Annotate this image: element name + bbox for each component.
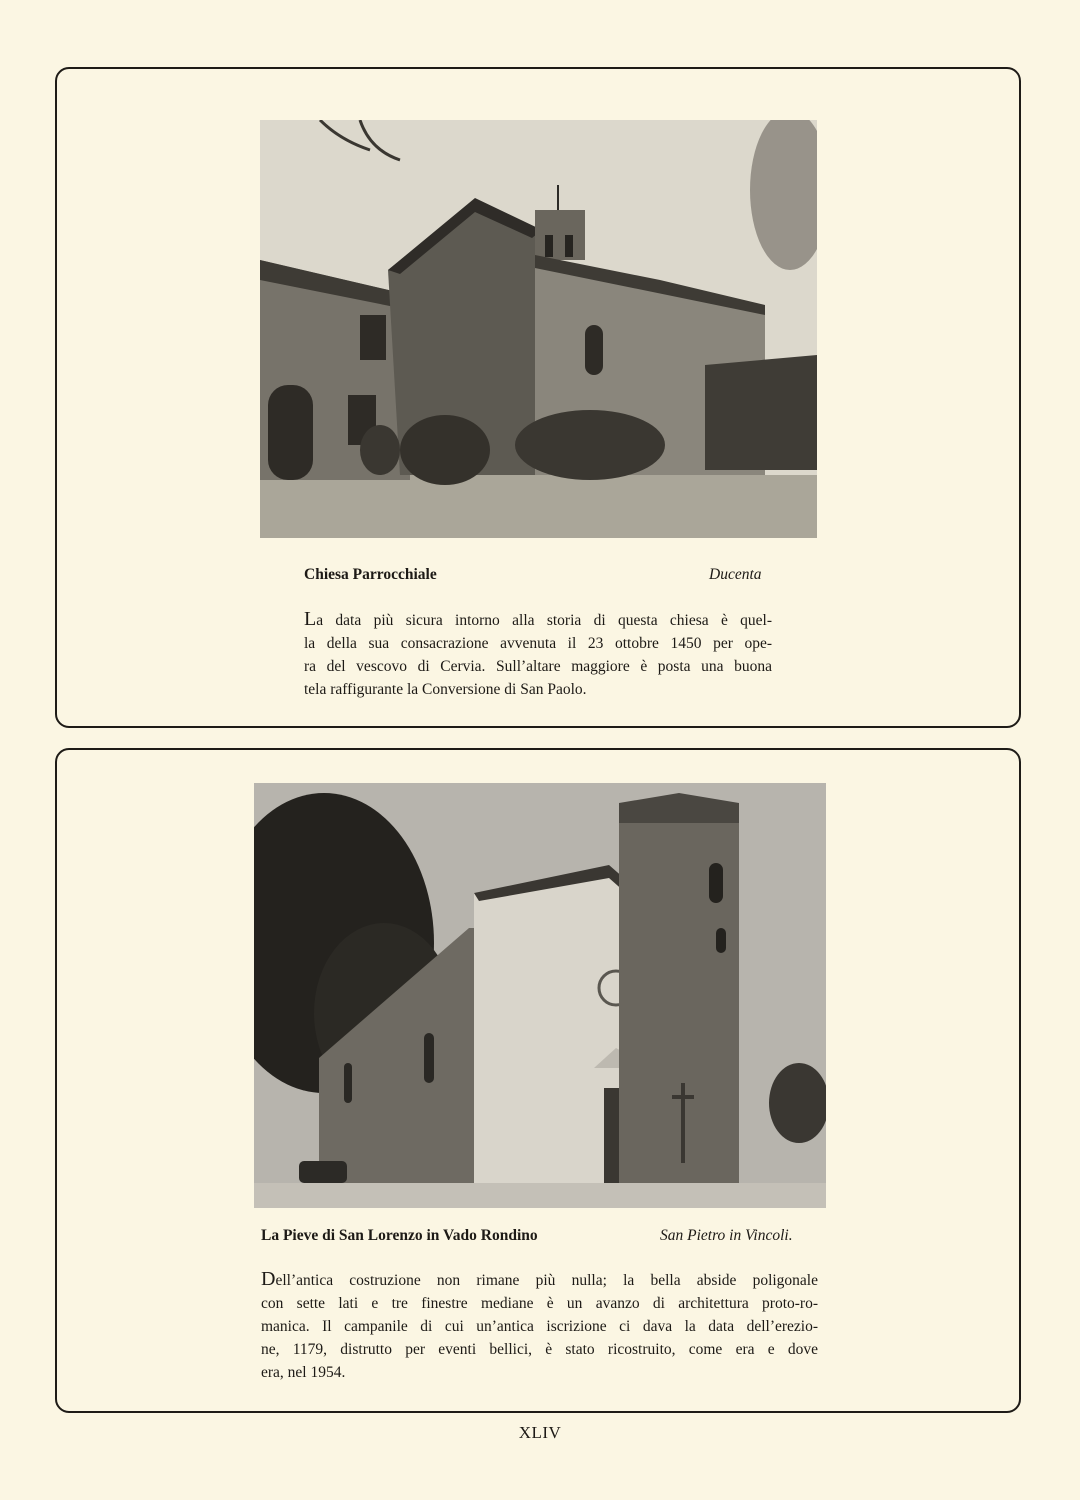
description-line: la della sua consacrazione avvenuta il 23 ottobre 1450 per ope- [304,635,772,652]
description-line: ra del vescovo di Cervia. Sull’altare maggiore è posta una buona [304,658,772,675]
church-photo-san-pietro-image [254,783,826,1208]
description-line [304,608,772,632]
entry-location: Ducenta [709,566,762,583]
entry-description [304,608,772,701]
entry-description [261,1268,818,1384]
description-line: tela raffigurante la Conversione di San Paolo. [304,681,587,698]
drop-cap: D [261,1268,276,1290]
description-line: con sette lati e tre finestre mediane è un avanzo di architettura proto-ro- [261,1295,818,1312]
description-line-text: ell’antica costruzione non rimane più nulla; la bella abside poligonale [275,1272,818,1289]
description-line [261,1268,818,1292]
entry-title: La Pieve di San Lorenzo in Vado Rondino [261,1227,538,1244]
drop-cap: L [304,608,317,630]
description-line: era, nel 1954. [261,1364,346,1381]
description-line-text: a data più sicura intorno alla storia di questa chiesa è quel- [316,612,772,629]
church-photo-ducenta-image [260,120,817,538]
description-line: ne, 1179, distrutto per eventi bellici, è stato ricostruito, come era e dove [261,1341,818,1358]
entry-location: San Pietro in Vincoli. [660,1227,793,1244]
entry-title: Chiesa Parrocchiale [304,566,437,583]
page-number: XLIV [518,1423,562,1442]
church-photo-san-pietro-in-vincoli [254,783,826,1208]
description-line: manica. Il campanile di cui un’antica iscrizione ci dava la data dell’erezio- [261,1318,818,1335]
church-photo-ducenta [260,120,817,538]
